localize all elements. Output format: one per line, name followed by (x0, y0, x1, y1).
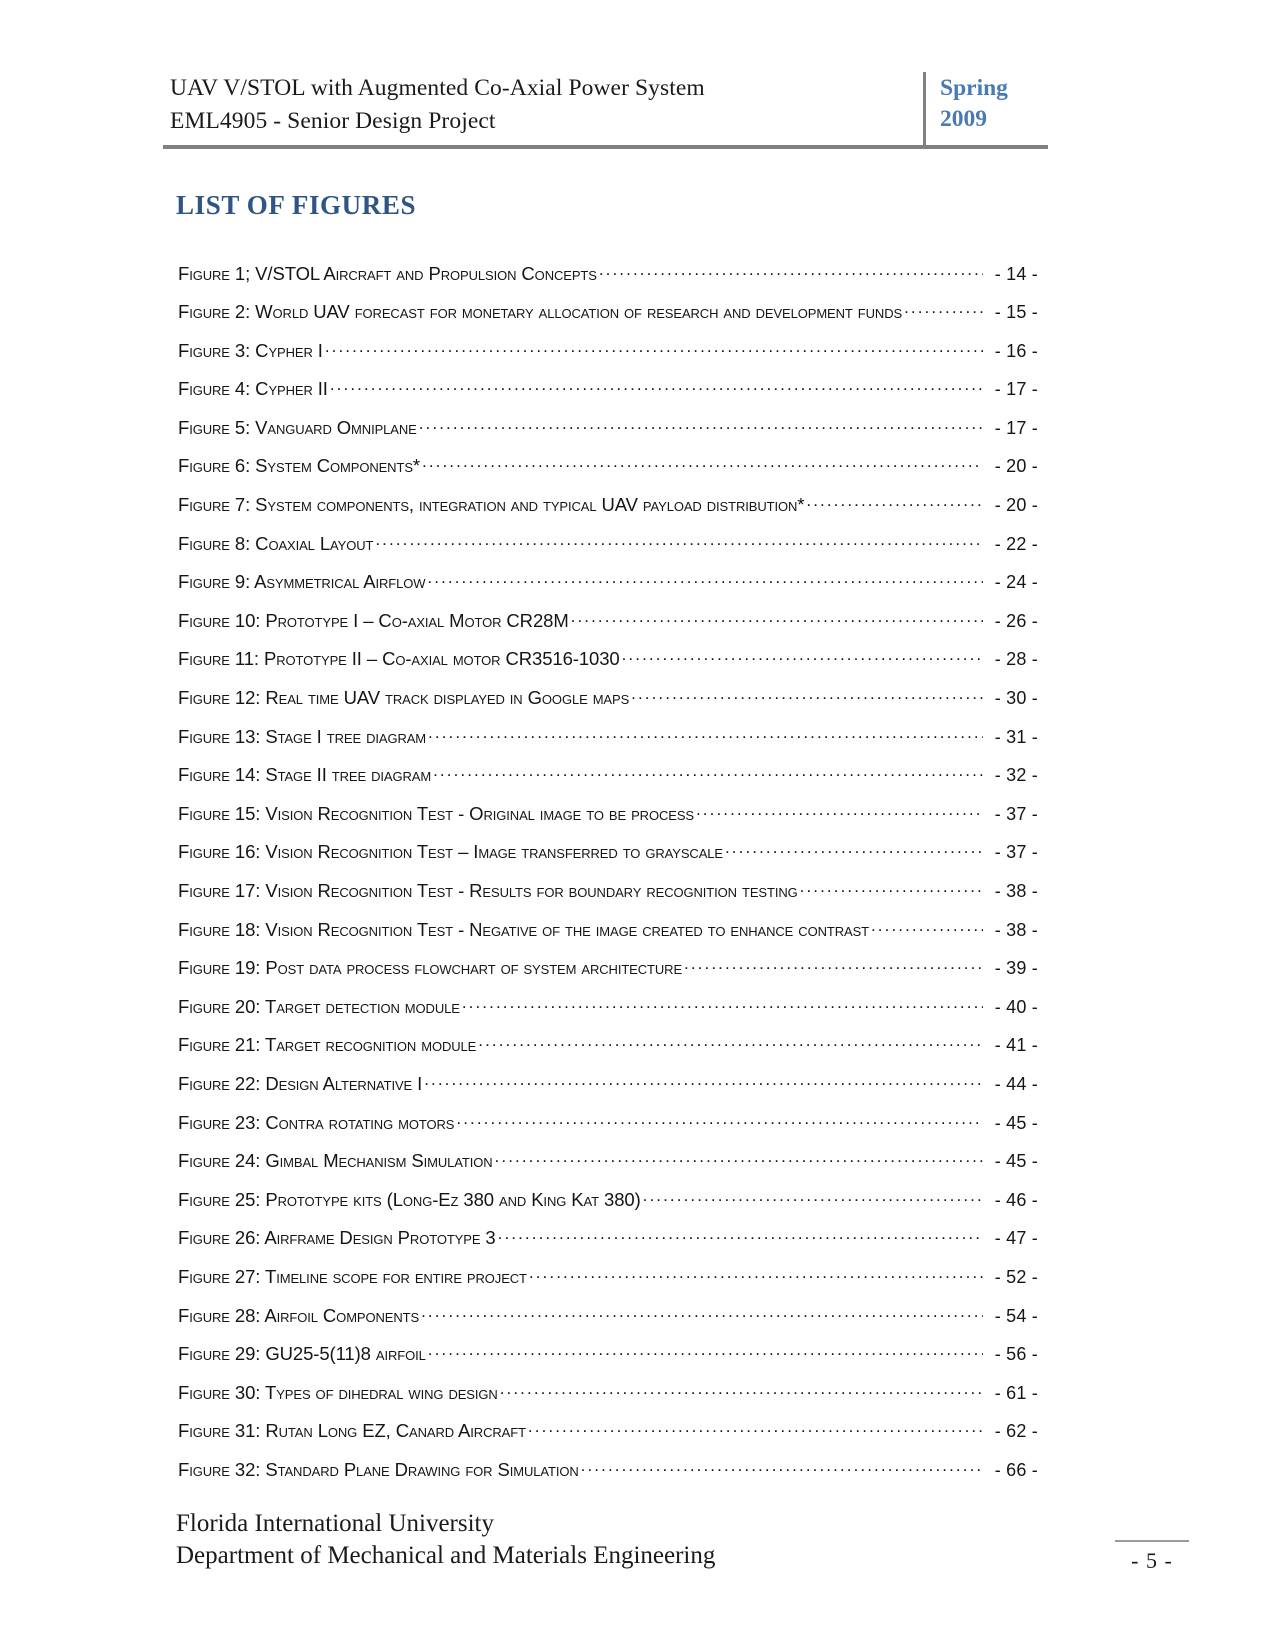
header-title-line-2: EML4905 - Senior Design Project (170, 108, 496, 134)
figure-entry-page-number: - 28 - (994, 649, 1038, 670)
figure-entry-page-number: - 45 - (994, 1151, 1038, 1172)
figure-entry-label: Figure 23: Contra rotating motors (178, 1111, 455, 1133)
figure-entry-page-number: - 24 - (994, 572, 1038, 593)
figure-entry-label: Figure 24: Gimbal Mechanism Simulation (178, 1150, 493, 1172)
dot-leader (904, 301, 983, 319)
header-title-line-1: UAV V/STOL with Augmented Co-Axial Power System (170, 75, 705, 101)
figure-entry[interactable] (178, 1034, 1038, 1073)
dot-leader (684, 957, 983, 975)
figure-entry-page-number: - 38 - (994, 881, 1038, 901)
dot-leader (599, 262, 983, 280)
dot-leader (500, 1381, 983, 1399)
figure-entry-label: Figure 26: Airframe Design Prototype 3 (178, 1227, 496, 1249)
figure-entry-page-number: - 37 - (994, 842, 1038, 863)
dot-leader (428, 1343, 983, 1361)
header-horizontal-rule (163, 145, 1048, 149)
footer-page-number-block (1092, 1540, 1212, 1574)
footer-page-number: - 5 - (1131, 1548, 1173, 1573)
figure-entry-page-number: - 14 - (994, 263, 1038, 284)
figure-entry-label: Figure 3: Cypher I (178, 339, 323, 361)
figure-entry-label: Figure 22: Design Alternative I (178, 1072, 423, 1094)
figure-entry-page-number: - 16 - (994, 340, 1038, 361)
dot-leader (800, 880, 983, 898)
figure-entry-page-number: - 56 - (994, 1344, 1038, 1365)
figure-entry[interactable] (178, 725, 1038, 764)
dot-leader (375, 532, 983, 550)
figure-entry[interactable] (178, 1381, 1038, 1420)
figure-entry-label: Figure 20: Target detection module (178, 995, 460, 1017)
figure-entry-page-number: - 30 - (994, 688, 1038, 709)
figure-entry[interactable] (178, 1458, 1038, 1497)
figure-entry-page-number: - 20 - (994, 456, 1038, 477)
figure-entry-page-number: - 17 - (994, 417, 1038, 438)
header-term-year: 2009 (940, 106, 987, 132)
figure-entry[interactable] (178, 1072, 1038, 1111)
figure-entry-label: Figure 11: Prototype II – Co-axial motor CR3516-1030 (178, 648, 620, 670)
figure-entry-page-number: - 62 - (994, 1421, 1038, 1442)
figure-entry-page-number: - 17 - (994, 379, 1038, 400)
figure-entry-page-number: - 46 - (994, 1189, 1038, 1210)
dot-leader (871, 918, 983, 936)
header-term-season: Spring (940, 75, 1008, 101)
header-term-block (940, 70, 1060, 135)
figure-entry-label: Figure 19: Post data process flowchart of system architecture (178, 957, 683, 979)
figure-entry-page-number: - 61 - (994, 1382, 1038, 1403)
figure-entry-page-number: - 45 - (994, 1112, 1038, 1133)
dot-leader (433, 764, 983, 782)
figure-entry-label: Figure 13: Stage I tree diagram (178, 725, 427, 747)
figure-entry-page-number: - 31 - (994, 726, 1038, 747)
dot-leader (462, 995, 983, 1013)
dot-leader (581, 1458, 983, 1476)
figure-entry-page-number: - 15 - (994, 302, 1038, 323)
dot-leader (725, 841, 983, 859)
dot-leader (325, 339, 983, 357)
figure-entry[interactable] (178, 455, 1038, 494)
figure-entry-label: Figure 32: Standard Plane Drawing for Simulation (178, 1458, 579, 1480)
dot-leader (529, 1265, 983, 1283)
dot-leader (495, 1150, 983, 1168)
header-title-block (170, 70, 915, 138)
figure-entry-page-number: - 38 - (994, 919, 1038, 940)
figure-entry-label: Figure 15: Vision Recognition Test - Original image to be process (178, 802, 694, 824)
figure-entry-label: Figure 28: Airfoil Components (178, 1304, 420, 1326)
figure-entry-label: Figure 16: Vision Recognition Test – Image transferred to grayscale (178, 841, 723, 863)
dot-leader (498, 1227, 983, 1245)
page-footer (176, 1508, 715, 1572)
footer-department: Department of Mechanical and Materials Engineering (176, 1542, 716, 1569)
figure-entry-label: Figure 2: World UAV forecast for monetary allocation of research and development funds (178, 301, 903, 323)
figure-entry-label: Figure 21: Target recognition module (178, 1034, 477, 1056)
figure-entry[interactable] (178, 957, 1038, 996)
dot-leader (696, 802, 983, 820)
figure-entry-page-number: - 41 - (994, 1035, 1038, 1056)
header-vertical-divider (923, 72, 926, 148)
figure-entry[interactable] (178, 1188, 1038, 1227)
figure-entry[interactable] (178, 339, 1038, 378)
figure-entry[interactable] (178, 995, 1038, 1034)
dot-leader (571, 609, 983, 627)
figure-entry[interactable] (178, 1420, 1038, 1459)
figure-entry[interactable] (178, 378, 1038, 417)
dot-leader (622, 648, 983, 666)
footer-rule (1115, 1540, 1189, 1542)
figure-entry[interactable] (178, 841, 1038, 880)
dot-leader (631, 687, 983, 705)
figure-entry[interactable] (178, 880, 1038, 919)
dot-leader (330, 378, 983, 396)
dot-leader (419, 416, 983, 434)
figure-entry-label: Figure 29: GU25-5(11)8 airfoil (178, 1343, 426, 1365)
dot-leader (456, 1111, 983, 1129)
figure-entry-page-number: - 20 - (994, 495, 1038, 516)
figure-entry[interactable] (178, 764, 1038, 803)
figure-entry[interactable] (178, 262, 1038, 301)
figure-entry-label: Figure 10: Prototype I – Co-axial Motor CR28M (178, 609, 569, 631)
figure-entry-page-number: - 40 - (994, 996, 1038, 1017)
figure-entry-label: Figure 31: Rutan Long EZ, Canard Aircraft (178, 1420, 526, 1442)
figure-entry[interactable] (178, 571, 1038, 610)
figure-entry-label: Figure 17: Vision Recognition Test - Results for boundary recognition testing (178, 880, 798, 901)
dot-leader (421, 1304, 983, 1322)
figure-entry[interactable] (178, 1111, 1038, 1150)
figure-entry[interactable] (178, 532, 1038, 571)
list-of-figures (178, 262, 1038, 1497)
figure-entry-page-number: - 22 - (994, 533, 1038, 554)
dot-leader (428, 725, 983, 743)
figure-entry-page-number: - 66 - (994, 1459, 1038, 1480)
figure-entry[interactable] (178, 1265, 1038, 1304)
dot-leader (478, 1034, 983, 1052)
footer-university: Florida International University (176, 1510, 494, 1537)
figure-entry-label: Figure 14: Stage II tree diagram (178, 764, 432, 786)
figure-entry-label: Figure 30: Types of dihedral wing design (178, 1381, 498, 1403)
figure-entry-label: Figure 7: System components, integration and typical UAV payload distribution* (178, 494, 805, 516)
figure-entry-label: Figure 8: Coaxial Layout (178, 532, 374, 554)
figure-entry-label: Figure 18: Vision Recognition Test - Negative of the image created to enhance contrast (178, 918, 869, 940)
figure-entry-page-number: - 37 - (994, 803, 1038, 824)
figure-entry-label: Figure 27: Timeline scope for entire project (178, 1265, 527, 1287)
figure-entry[interactable] (178, 687, 1038, 726)
figure-entry[interactable] (178, 301, 1038, 340)
figure-entry-label: Figure 5: Vanguard Omniplane (178, 416, 417, 438)
figure-entry-page-number: - 39 - (994, 958, 1038, 979)
figure-entry[interactable] (178, 609, 1038, 648)
figure-entry-page-number: - 54 - (994, 1305, 1038, 1326)
dot-leader (643, 1188, 983, 1206)
figure-entry-page-number: - 47 - (994, 1228, 1038, 1249)
dot-leader (422, 455, 983, 473)
figure-entry-label: Figure 4: Cypher II (178, 378, 328, 400)
figure-entry[interactable] (178, 648, 1038, 687)
dot-leader (528, 1420, 983, 1438)
figure-entry[interactable] (178, 1150, 1038, 1189)
page-title: LIST OF FIGURES (176, 190, 417, 220)
figure-entry-label: Figure 12: Real time UAV track displayed in Google maps (178, 687, 630, 709)
figure-entry[interactable] (178, 918, 1038, 957)
figure-entry-page-number: - 44 - (994, 1073, 1038, 1094)
figure-entry[interactable] (178, 1343, 1038, 1382)
page-header (170, 70, 1060, 148)
figure-entry-page-number: - 32 - (994, 765, 1038, 786)
figure-entry[interactable] (178, 802, 1038, 841)
figure-entry[interactable] (178, 416, 1038, 455)
figure-entry[interactable] (178, 494, 1038, 533)
figure-entry-label: Figure 6: System Components* (178, 455, 420, 477)
dot-leader (424, 1072, 983, 1090)
figure-entry-page-number: - 26 - (994, 610, 1038, 631)
figure-entry-label: Figure 9: Asymmetrical Airflow (178, 571, 426, 593)
figure-entry[interactable] (178, 1304, 1038, 1343)
dot-leader (427, 571, 983, 589)
figure-entry-label: Figure 25: Prototype kits (Long-Ez 380 and King Kat 380) (178, 1188, 641, 1210)
dot-leader (806, 494, 983, 512)
figure-entry-page-number: - 52 - (994, 1266, 1038, 1287)
figure-entry[interactable] (178, 1227, 1038, 1266)
figure-entry-label: Figure 1; V/STOL Aircraft and Propulsion Concepts (178, 262, 597, 284)
